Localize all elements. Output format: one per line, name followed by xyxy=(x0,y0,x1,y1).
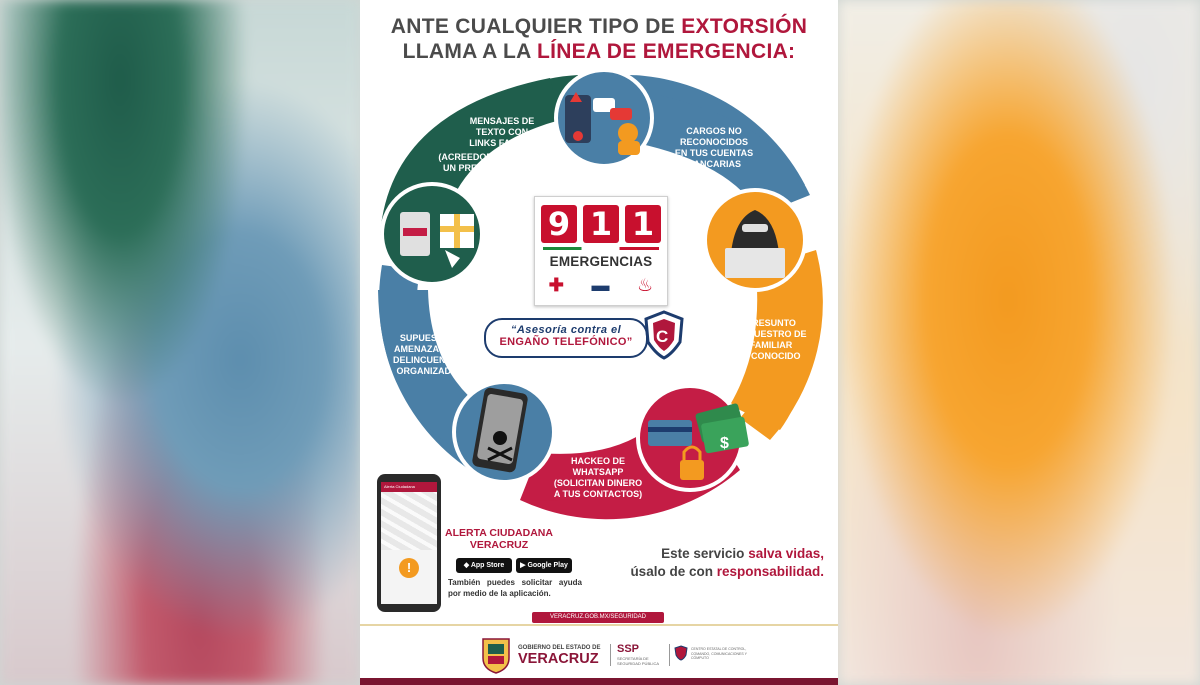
gift-winner-icon xyxy=(382,184,482,284)
service-message xyxy=(594,545,824,581)
card-label-mensajes: MENSAJES DE TEXTO CON LINKS FALSOS xyxy=(469,116,535,148)
app-store-label: App Store xyxy=(470,562,505,569)
pill-line2: ENGAÑO TELEFÓNICO” xyxy=(499,336,633,348)
emergency-911-box xyxy=(534,196,668,306)
digit-1a: 1 xyxy=(583,205,619,243)
alerta-ciudadana-title: ALERTA CIUDADANA VERACRUZ xyxy=(445,527,553,551)
apple-icon: ◆ xyxy=(463,562,470,569)
phone-map xyxy=(381,492,437,550)
card-label-amenazas: SUPUESTAS AMENAZAS DE DELINCUENCIA ORGANIZADA xyxy=(392,333,461,376)
svg-text:C: C xyxy=(656,327,669,346)
footer xyxy=(360,628,838,678)
title-line2-accent: LÍNEA DE EMERGENCIA: xyxy=(536,40,796,63)
emergency-digits xyxy=(541,205,661,243)
blurred-background-left xyxy=(0,0,360,685)
app-phone-mockup xyxy=(377,474,441,612)
footer-bottom-bar xyxy=(360,678,838,685)
c4-logo-icon xyxy=(674,645,688,661)
card-label-premio: (ACREEDOR A UN PREMIO) xyxy=(438,152,502,173)
title-line1-prefix: ANTE CUALQUIER TIPO DE xyxy=(390,15,682,38)
title-line2-prefix: LLAMA A LA xyxy=(402,40,537,63)
service-line2-accent: responsabilidad. xyxy=(716,564,824,579)
extortion-poster xyxy=(360,0,838,685)
gobierno-label: GOBIERNO DEL ESTADO DE xyxy=(518,645,601,651)
play-icon: ▶ xyxy=(520,562,526,569)
title-line1-accent: EXTORSIÓN xyxy=(681,15,808,38)
svg-text:$: $ xyxy=(720,435,729,452)
pill-line1: “Asesoría contra el xyxy=(510,324,622,336)
phone-call-warning-icon xyxy=(556,70,652,166)
emergencias-label: EMERGENCIAS xyxy=(549,254,653,269)
footer-separator-1 xyxy=(610,644,611,666)
alerta-description: También puedes solicitar ayuda por medio de la aplicación. xyxy=(448,578,582,598)
google-play-button[interactable] xyxy=(516,558,572,573)
service-line1-accent: salva vidas, xyxy=(748,546,824,561)
card-label-whatsapp: HACKEO DE WHATSAPP (SOLICITAN DINERO A TUS CONTACTOS) xyxy=(553,456,643,499)
card-label-cargos: CARGOS NO RECONOCIDOS EN TUS CUENTAS BANCARIAS xyxy=(674,126,754,169)
footer-separator-2 xyxy=(669,644,670,666)
hacker-icon xyxy=(705,190,805,290)
police-cap-icon: ▬ xyxy=(591,275,610,295)
digit-1b: 1 xyxy=(625,205,661,243)
c4-text: CENTRO ESTATAL DE CONTROL, COMANDO, COMUNICACIONES Y CÓMPUTO xyxy=(691,647,747,660)
phone-header: Alerta Ciudadana xyxy=(381,482,437,492)
ssp-subtitle: SECRETARÍA DE SEGURIDAD PÚBLICA xyxy=(617,656,660,666)
app-store-button[interactable] xyxy=(456,558,512,573)
flag-stripe xyxy=(543,247,659,250)
asesoria-pill xyxy=(484,318,648,358)
service-line2-prefix: úsalo de con xyxy=(630,564,717,579)
c4-shield-icon xyxy=(642,310,686,360)
red-cross-icon: ✚ xyxy=(548,275,564,295)
footer-divider xyxy=(360,624,838,626)
ssp-label: SSP xyxy=(617,643,640,655)
veracruz-label: VERACRUZ xyxy=(518,651,599,667)
card-label-secuestro: PRESUNTO SECUESTRO DE FAMILIAR O CONOCIDO xyxy=(735,318,807,361)
url-bar[interactable]: VERACRUZ.GOB.MX/SEGURIDAD xyxy=(532,612,664,623)
veracruz-crest-icon xyxy=(480,636,512,674)
blurred-background-right xyxy=(838,0,1200,685)
phone-screen xyxy=(381,482,437,604)
digit-9: 9 xyxy=(541,205,577,243)
service-line1-prefix: Este servicio xyxy=(661,546,749,561)
phone-alert-button-icon: ! xyxy=(399,558,419,578)
google-play-label: Google Play xyxy=(527,562,568,569)
emergency-icons xyxy=(535,275,667,296)
fire-bell-icon: ♨ xyxy=(637,275,654,295)
